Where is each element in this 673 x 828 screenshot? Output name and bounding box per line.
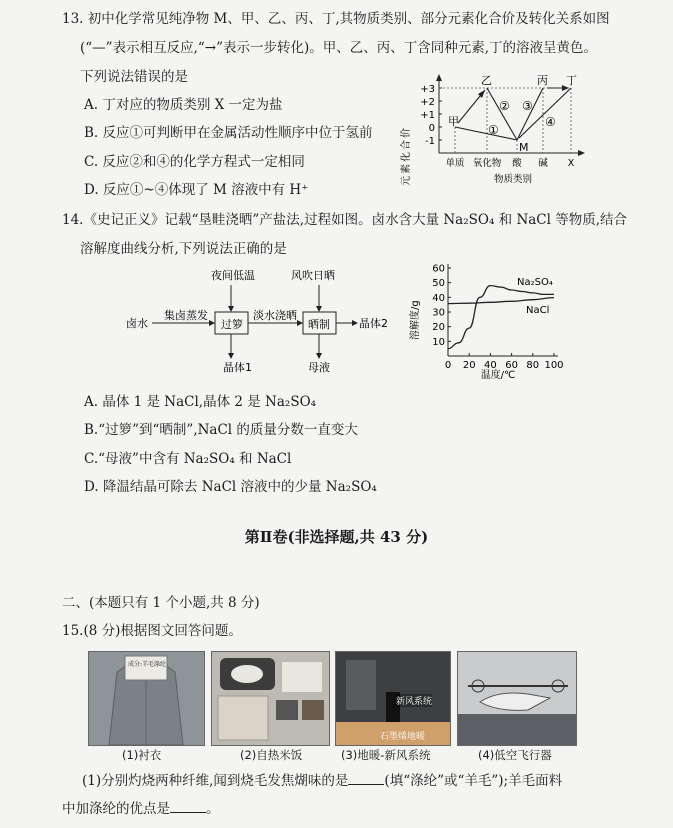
answer-blank-1[interactable] bbox=[348, 784, 384, 785]
q13-option-d: D. 反应①~④体现了 M 溶液中有 H⁺ bbox=[84, 182, 309, 198]
q15-sub1-text-c: 中加涤纶的优点是 bbox=[62, 801, 170, 817]
ytick-plus2: +2 bbox=[420, 97, 435, 108]
y-tick-label: 10 bbox=[432, 336, 445, 348]
q13-valence-diagram bbox=[395, 68, 595, 196]
photo-shirt bbox=[88, 651, 205, 746]
y-tick-label: 60 bbox=[432, 263, 445, 275]
x-tick-label: 100 bbox=[544, 360, 564, 371]
xtick-x: X bbox=[567, 158, 575, 169]
reaction-1: ① bbox=[488, 123, 499, 137]
y-tick-label: 30 bbox=[432, 307, 445, 319]
q14-stem-line1: 14.《史记正义》记载“垦畦浇晒”产盐法,过程如图。卤水含大量 Na₂SO₄ 和 NaCl 等物质,结合 bbox=[62, 212, 628, 228]
series-line-0 bbox=[448, 286, 554, 349]
q15-sub1-line1 bbox=[82, 772, 562, 790]
flow-cond-night: 夜间低温 bbox=[211, 269, 255, 282]
legend-nacl: NaCl bbox=[526, 305, 550, 316]
reaction-2: ② bbox=[499, 99, 510, 113]
reaction-3: ③ bbox=[522, 99, 533, 113]
q15-sub1-text-a: (1)分别灼烧两种纤维,闻到烧毛发焦煳味的是 bbox=[82, 773, 349, 789]
ytick-minus1: -1 bbox=[425, 136, 435, 147]
q14-option-c: C.“母液”中含有 Na₂SO₄ 和 NaCl bbox=[84, 451, 292, 467]
answer-blank-2[interactable] bbox=[170, 812, 206, 813]
xtick-base: 碱 bbox=[538, 158, 548, 169]
photo-aircraft bbox=[457, 651, 577, 746]
series-line-1 bbox=[448, 298, 554, 304]
graphene-label: 石墨烯地暖 bbox=[380, 732, 426, 742]
y-tick-label: 50 bbox=[432, 278, 445, 290]
flow-step-rinse: 淡水浇晒 bbox=[253, 309, 297, 322]
point-yi: 乙 bbox=[481, 74, 492, 87]
flow-cond-sun: 风吹日晒 bbox=[291, 269, 335, 282]
x-axis-arrow bbox=[578, 150, 585, 156]
x-tick-label: 0 bbox=[444, 360, 452, 371]
q15-sub1-text-d: 。 bbox=[206, 801, 220, 817]
flow-mother-liquor: 母液 bbox=[308, 361, 330, 374]
y-axis-arrow bbox=[436, 74, 442, 81]
category-axis-label: 物质类别 bbox=[493, 174, 533, 185]
solubility-chart bbox=[404, 256, 564, 384]
x-tick-label: 20 bbox=[462, 360, 476, 371]
xtick-acid: 酸 bbox=[512, 158, 522, 169]
q14-option-d: D. 降温结晶可除去 NaCl 溶液中的少量 Na₂SO₄ bbox=[84, 479, 377, 495]
solubility-xlabel: 温度/℃ bbox=[480, 370, 516, 381]
ytick-plus1: +1 bbox=[420, 110, 435, 121]
point-bing: 丙 bbox=[537, 74, 548, 87]
xtick-oxide: 氧化物 bbox=[472, 158, 502, 169]
q14-option-a: A. 晶体 1 是 NaCl,晶体 2 是 Na₂SO₄ bbox=[84, 394, 317, 410]
flow-crystal1: 晶体1 bbox=[223, 361, 252, 374]
ytick-plus3: +3 bbox=[420, 84, 435, 95]
flow-crystal2: 晶体2 bbox=[359, 317, 388, 330]
legend-na2so4: Na₂SO₄ bbox=[517, 277, 553, 288]
x-tick-label: 80 bbox=[526, 360, 540, 371]
q15-sub1-line2 bbox=[62, 800, 220, 818]
q13-stem-line3: 下列说法错误的是 bbox=[80, 69, 188, 85]
y-tick-label: 20 bbox=[432, 322, 445, 334]
caption-rice: (2)自热米饭 bbox=[240, 748, 303, 762]
section2-part-heading: 二、(本题只有 1 个小题,共 8 分) bbox=[62, 595, 260, 611]
photo-self-heating-rice bbox=[211, 651, 330, 746]
ytick-zero: 0 bbox=[428, 123, 435, 134]
q13-option-c: C. 反应②和④的化学方程式一定相同 bbox=[84, 154, 305, 170]
flow-brine: 卤水 bbox=[126, 317, 148, 330]
q13-stem-line2: (“—”表示相互反应,“→”表示一步转化)。甲、乙、丙、丁含同种元素,丁的溶液呈黄色。 bbox=[80, 40, 598, 56]
y-tick-label: 40 bbox=[432, 292, 445, 304]
x-tick-label: 40 bbox=[484, 360, 497, 371]
caption-shirt: (1)衬衣 bbox=[122, 748, 162, 762]
x-tick-label: 60 bbox=[505, 360, 518, 371]
flow-box-dry-label: 晒制 bbox=[308, 318, 330, 331]
solubility-ylabel: 溶解度/g bbox=[410, 300, 421, 340]
xtick-element: 单质 bbox=[445, 158, 465, 169]
valence-axis-label: 元素化合价 bbox=[401, 126, 412, 186]
point-m: M bbox=[519, 141, 529, 154]
q15-sub1-text-b: (填“涤纶”或“羊毛”);羊毛面料 bbox=[384, 773, 563, 789]
photo-floor-heating bbox=[335, 651, 451, 746]
q14-stem-line2: 溶解度曲线分析,下列说法正确的是 bbox=[80, 241, 287, 257]
point-ding: 丁 bbox=[566, 74, 577, 87]
q15-stem: 15.(8 分)根据图文回答问题。 bbox=[62, 623, 242, 639]
aircraft-icon bbox=[458, 652, 576, 745]
shirt-tag: 成分:羊毛涤纶 bbox=[127, 661, 167, 668]
q14-process-flowchart bbox=[118, 263, 403, 385]
q13-stem-line1: 13. 初中化学常见纯净物 M、甲、乙、丙、丁,其物质类别、部分元素化合价及转化关系如图 bbox=[62, 11, 610, 27]
flow-step-evaporate: 集卤蒸发 bbox=[164, 309, 208, 322]
section2-title: 第Ⅱ卷(非选择题,共 43 分) bbox=[244, 528, 429, 546]
caption-heating: (3)地暖-新风系统 bbox=[341, 748, 431, 762]
q14-option-b: B.“过箩”到“晒制”,NaCl 的质量分数一直变大 bbox=[84, 422, 358, 438]
q13-option-b: B. 反应①可判断甲在金属活动性顺序中位于氢前 bbox=[84, 125, 373, 141]
q13-option-a: A. 丁对应的物质类别 X 一定为盐 bbox=[84, 97, 283, 113]
meal-box-icon bbox=[212, 652, 329, 745]
caption-aircraft: (4)低空飞行器 bbox=[478, 748, 552, 762]
flow-box-sieve-label: 过箩 bbox=[221, 318, 243, 331]
fresh-air-label: 新风系统 bbox=[396, 694, 432, 707]
point-jia: 甲 bbox=[448, 115, 459, 128]
reaction-4: ④ bbox=[545, 115, 556, 129]
